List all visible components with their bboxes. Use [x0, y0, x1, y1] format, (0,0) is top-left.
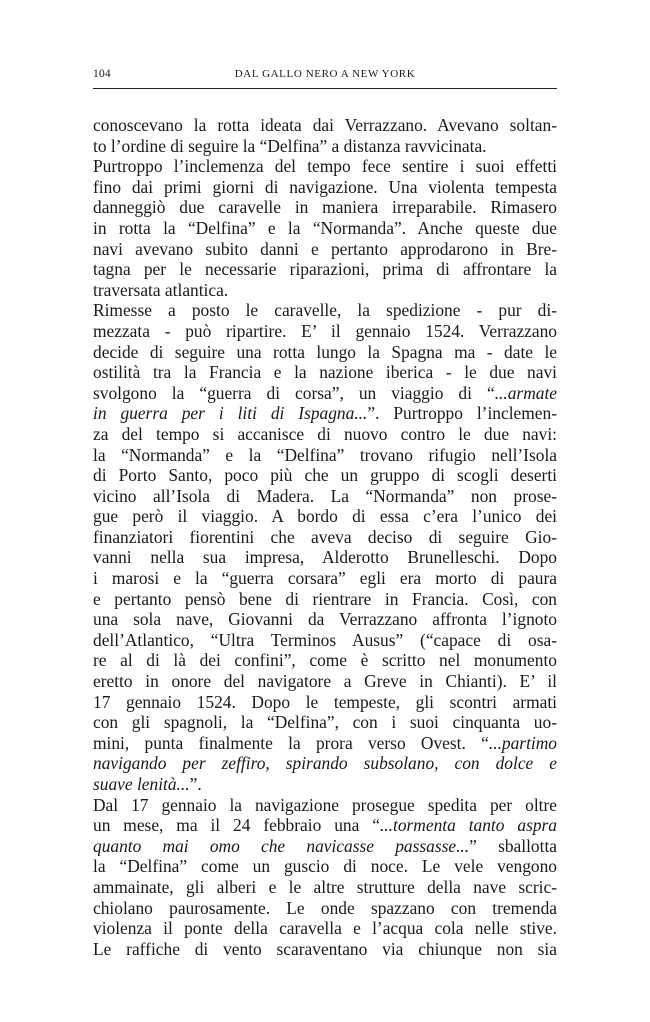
text-run: di Porto Santo, poco più che un gruppo di scogli deserti: [93, 465, 557, 486]
text-line: [93, 259, 557, 280]
text-run: danneggiò due caravelle in maniera irreparabile. Rimasero: [93, 197, 557, 218]
paragraph: [93, 300, 557, 794]
text-line: [93, 877, 557, 898]
text-line: [93, 486, 557, 507]
text-line: [93, 795, 557, 816]
text-run: ” sballotta: [469, 835, 557, 856]
text-line: [93, 671, 557, 692]
text-line: [93, 197, 557, 218]
text-line: [93, 445, 557, 466]
text-line: [93, 218, 557, 239]
text-line: [93, 856, 557, 877]
text-run: conoscevano la rotta ideata dai Verrazzano. Avevano soltan-: [93, 115, 557, 135]
text-run: ostilità tra la Francia e la nazione iberica - le due navi: [93, 362, 557, 383]
header-rule: [93, 88, 557, 89]
text-line: [93, 547, 557, 568]
text-line: [93, 527, 557, 548]
text-run: re al di là dei confini”, come è scritto nel monumento: [93, 650, 557, 671]
text-line: [93, 115, 557, 136]
text-run: 17 gennaio 1524. Dopo le tempeste, gli scontri armati: [93, 691, 557, 712]
text-run: to l’ordine di seguire la “Delfina” a distanza ravvicinata.: [93, 135, 487, 156]
italic-quote: ...tormenta tanto aspra: [379, 815, 557, 836]
text-run: chiolano paurosamente. Le onde spazzano con tremenda: [93, 897, 557, 918]
text-run: e pertanto pensò bene di rientrare in Francia. Così, con: [93, 588, 557, 609]
text-run: tagna per le necessarie riparazioni, prima di affrontare la: [93, 259, 557, 280]
text-run: i marosi e la “guerra corsara” egli era morto di paura: [93, 568, 557, 589]
italic-quote: navigando per zeffiro, spirando subsolano, con dolce e: [93, 753, 557, 774]
text-line: [93, 692, 557, 713]
text-run: traversata atlantica.: [93, 279, 229, 300]
italic-quote: suave lenità...: [93, 774, 190, 794]
text-run: ammainate, gli alberi e le altre strutture della nave scric-: [93, 876, 557, 897]
text-run: za del tempo si accanisce di nuovo contro le due navi:: [93, 423, 557, 444]
text-run: violenza il ponte della caravella e l’acqua cola nelle stive.: [93, 918, 557, 939]
text-line: [93, 300, 557, 321]
text-line: [93, 898, 557, 919]
page-number: 104: [93, 68, 111, 80]
text-line: [93, 465, 557, 486]
running-title: DAL GALLO NERO A NEW YORK: [234, 68, 416, 80]
text-line: [93, 177, 557, 198]
text-line: [93, 280, 557, 301]
text-run: ”. Purtroppo l’inclemen-: [367, 403, 557, 424]
book-page: [93, 66, 557, 959]
text-run: fino dai primi giorni di navigazione. Una violenta tempesta: [93, 176, 557, 197]
text-line: [93, 712, 557, 733]
text-line: [93, 321, 557, 342]
text-line: [93, 630, 557, 651]
italic-quote: quanto mai omo che navicasse passasse...: [93, 835, 470, 856]
text-line: [93, 506, 557, 527]
text-run: mini, punta finalmente la prora verso Ovest. “: [93, 732, 489, 753]
paragraph: [93, 795, 557, 960]
text-line: [93, 609, 557, 630]
italic-quote: in guerra per i liti di Ispagna...: [93, 403, 368, 424]
text-run: Le raffiche di vento scaraventano via chiunque non sia: [93, 938, 557, 959]
paragraph: [93, 115, 557, 156]
text-run: Rimesse a posto le caravelle, la spedizione - pur di-: [93, 300, 557, 321]
text-run: mezzata - può ripartire. E’ il gennaio 1524. Verrazzano: [93, 320, 557, 341]
italic-quote: ...partimo: [488, 732, 557, 753]
text-run: vanni nella sua impresa, Alderotto Brunelleschi. Dopo: [93, 547, 557, 568]
text-line: [93, 156, 557, 177]
text-run: la “Delfina” come un guscio di noce. Le vele vengono: [93, 856, 557, 877]
text-run: con gli spagnoli, la “Delfina”, con i suoi cinquanta uo-: [93, 712, 557, 733]
text-line: [93, 383, 557, 404]
text-line: [93, 650, 557, 671]
text-line: [93, 589, 557, 610]
text-line: [93, 836, 557, 857]
text-run: svolgono la “guerra di corsa”, un viaggio di “: [93, 382, 495, 403]
text-line: [93, 424, 557, 445]
text-line: [93, 136, 557, 157]
text-line: [93, 815, 557, 836]
text-run: navi avevano subito danni e pertanto approdarono in Bre-: [93, 238, 557, 259]
text-run: dell’Atlantico, “Ultra Terminos Ausus” (“capace di osa-: [93, 629, 557, 650]
text-run: un mese, ma il 24 febbraio una “: [93, 815, 380, 836]
text-run: Dal 17 gennaio la navigazione prosegue spedita per oltre: [93, 794, 557, 815]
text-run: la “Normanda” e la “Delfina” trovano rifugio nell’Isola: [93, 444, 557, 465]
text-line: [93, 733, 557, 754]
text-run: una sola nave, Giovanni da Verrazzano affronta l’ignoto: [93, 609, 557, 630]
text-run: in rotta la “Delfina” e la “Normanda”. Anche queste due: [93, 217, 557, 238]
text-line: [93, 774, 557, 795]
text-line: [93, 753, 557, 774]
running-head: [93, 66, 557, 86]
italic-quote: ...armate: [494, 382, 557, 403]
text-line: [93, 939, 557, 960]
text-run: Purtroppo l’inclemenza del tempo fece sentire i suoi effetti: [93, 156, 557, 177]
text-run: eretto in onore del navigatore a Greve in Chianti). E’ il: [93, 671, 557, 692]
text-run: finanziatori fiorentini che aveva deciso di seguire Gio-: [93, 526, 557, 547]
text-line: [93, 403, 557, 424]
text-line: [93, 239, 557, 260]
text-line: [93, 342, 557, 363]
text-run: ”.: [189, 774, 202, 794]
text-line: [93, 918, 557, 939]
paragraph: [93, 156, 557, 300]
text-run: vicino all’Isola di Madera. La “Normanda” non prose-: [93, 485, 557, 506]
text-run: gue però il viaggio. A bordo di essa c’era l’unico dei: [93, 506, 557, 527]
text-line: [93, 568, 557, 589]
text-line: [93, 362, 557, 383]
text-run: decide di seguire una rotta lungo la Spagna ma - date le: [93, 341, 557, 362]
body-text: [93, 115, 557, 959]
